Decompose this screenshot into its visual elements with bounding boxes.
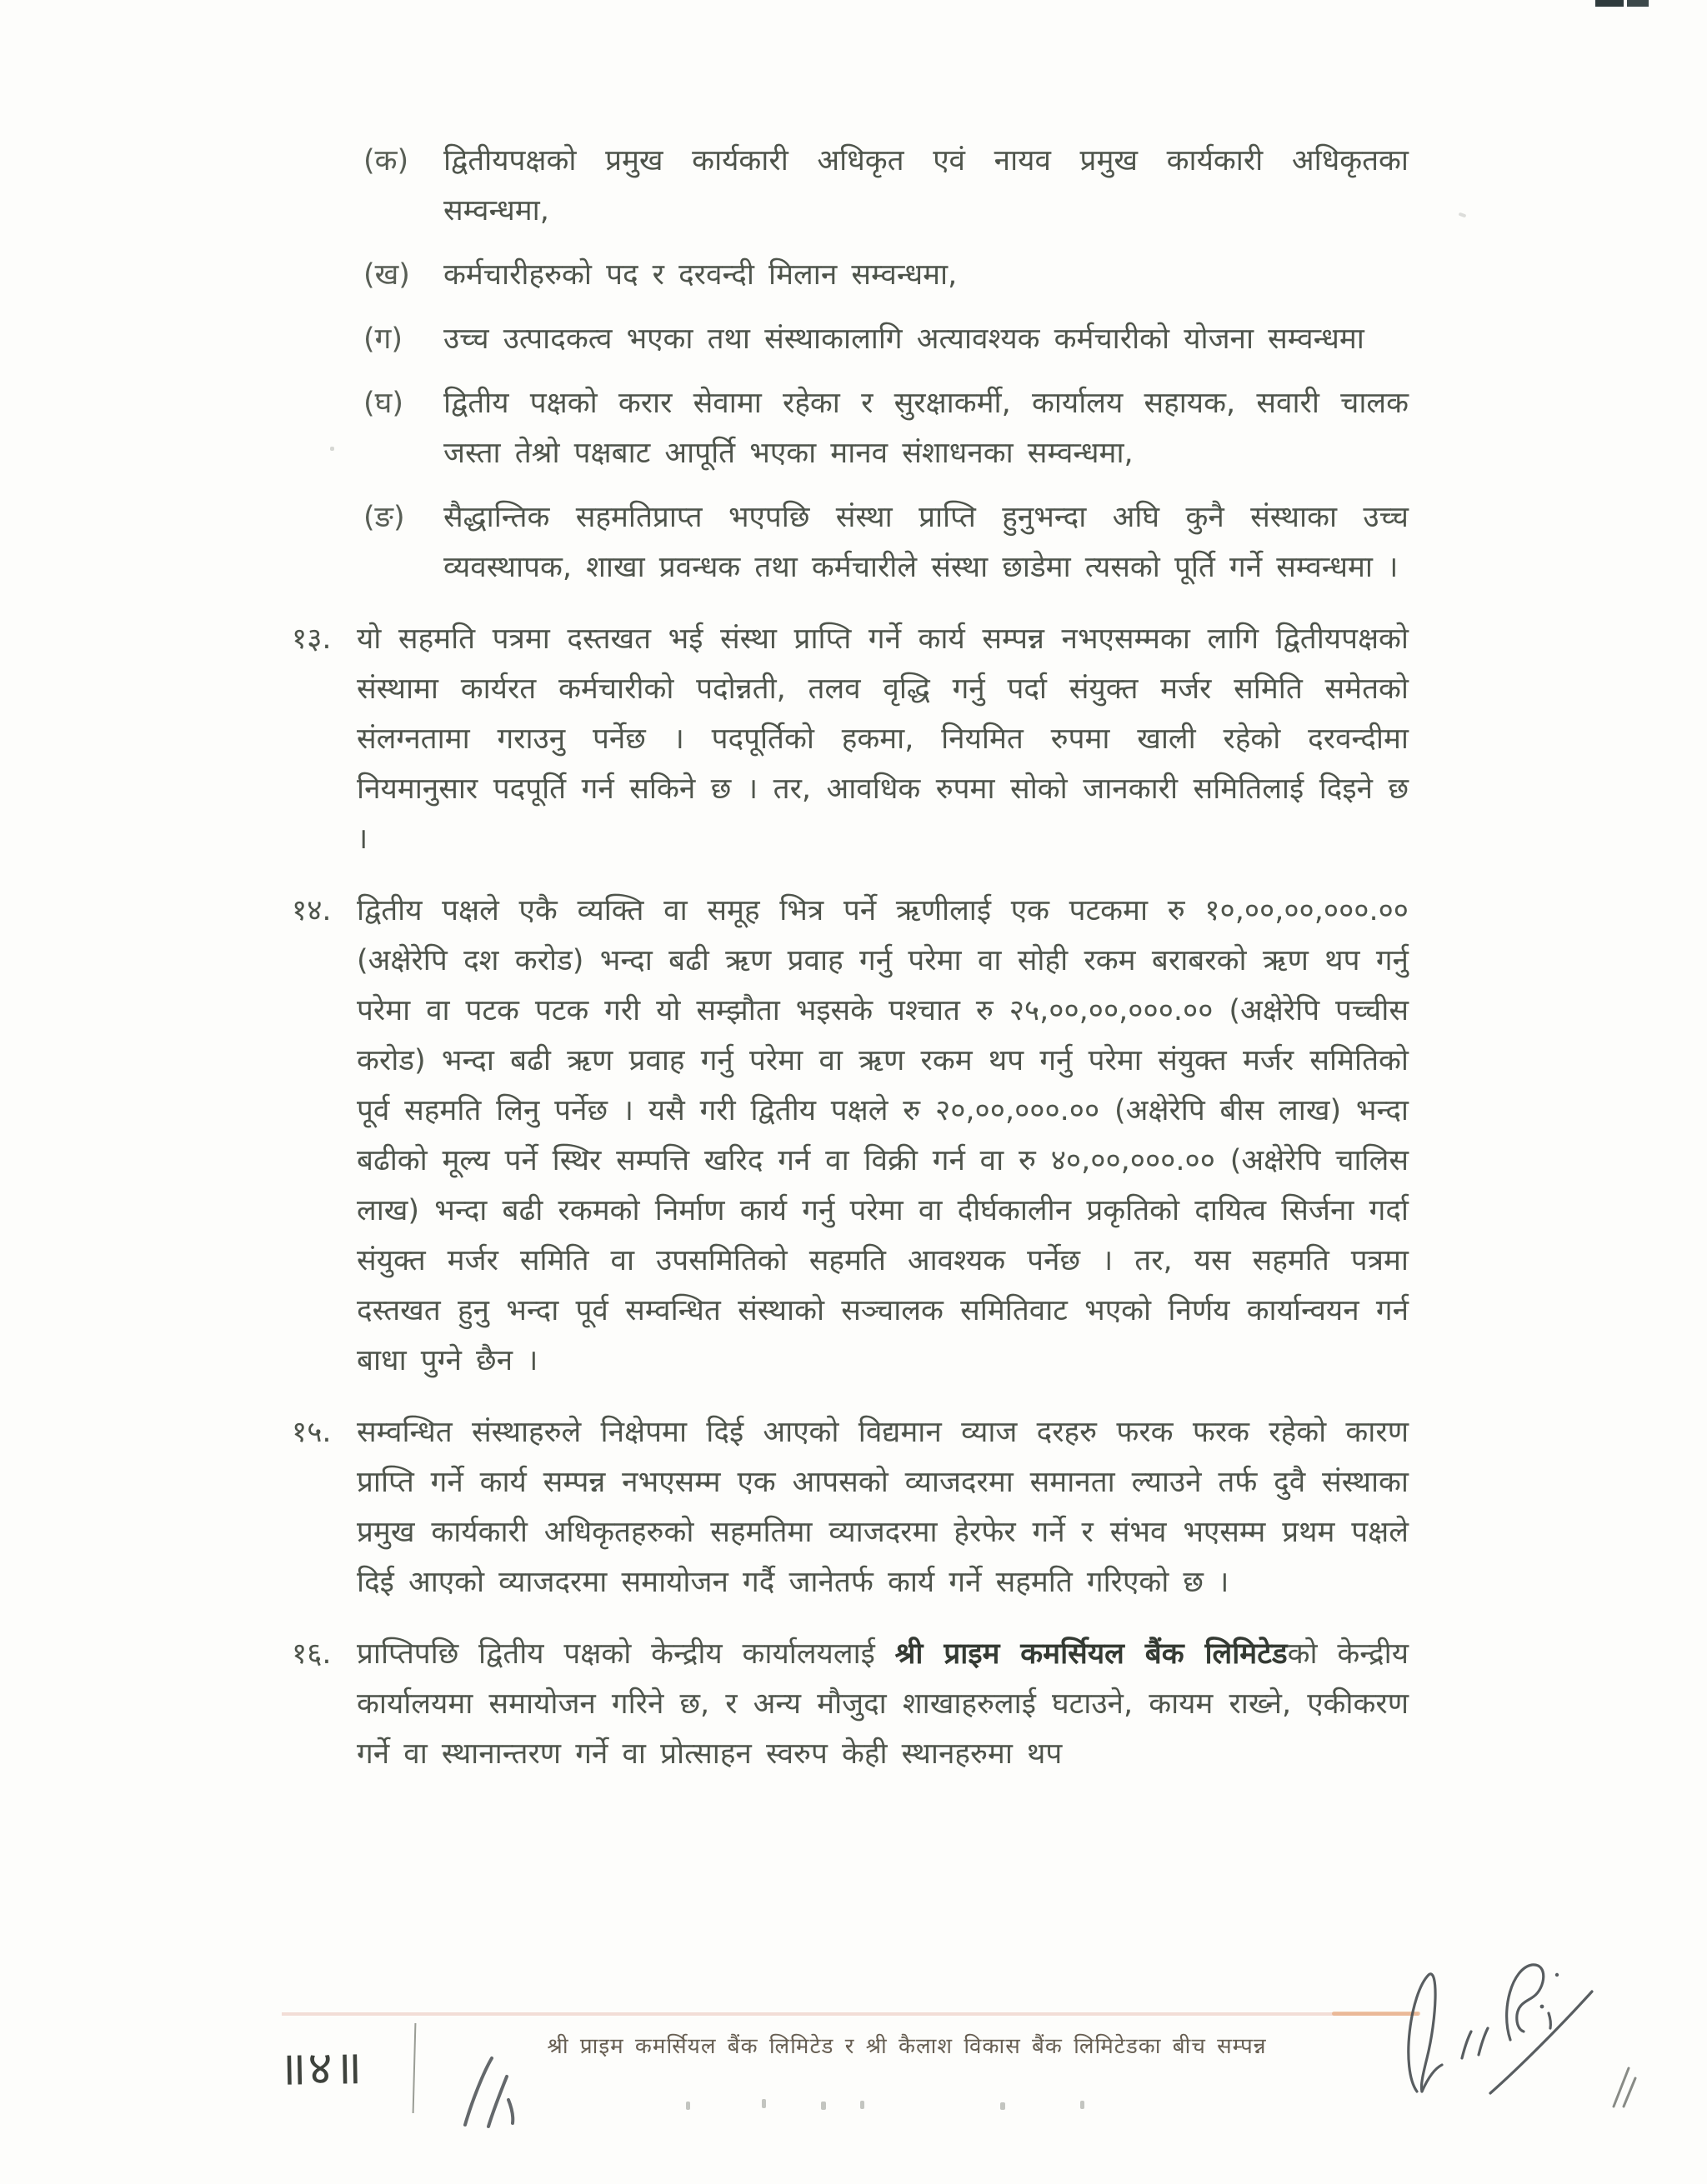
sub-clause-label: (ग)	[363, 322, 403, 356]
sub-clause-kha	[363, 250, 1409, 300]
clause-15	[292, 1407, 1409, 1607]
sub-clause-gha	[363, 378, 1409, 478]
signature-mark	[1385, 1960, 1610, 2102]
sub-clause-text: कर्मचारीहरुको पद र दरवन्दी मिलान सम्वन्धमा,	[443, 258, 958, 292]
clause-text: द्वितीय पक्षले एकै व्यक्ति वा समूह भित्र पर्ने ऋणीलाई एक पटकमा रु १०,००,००,०००.०० (अक्षेरेपि दश करोड) भन्दा बढी ऋण प्रवाह गर्नु परेमा वा सोही रकम बराबरको ऋण थप गर्नु परेमा वा पटक पटक गरी यो सम्झौता भइसके पश्चात रु २५,००,००,०००.०० (अक्षेरेपि पच्चीस करोड) भन्दा बढी ऋण प्रवाह गर्नु परेमा वा ऋण रकम थप गर्नु परेमा संयुक्त मर्जर समितिको पूर्व सहमति लिनु पर्नेछ । यसै गरी द्वितीय पक्षले रु २०,००,०००.०० (अक्षेरेपि बीस लाख) भन्दा बढीको मूल्य पर्ने स्थिर सम्पत्ति खरिद गर्न वा विक्री गर्न वा रु ४०,००,०००.०० (अक्षेरेपि चालिस लाख) भन्दा बढी रकमको निर्माण कार्य गर्नु परेमा वा दीर्घकालीन प्रकृतिको दायित्व सिर्जना गर्दा संयुक्त मर्जर समिति वा उपसमितिको सहमति आवश्यक पर्नेछ । तर, यस सहमति पत्रमा दस्तखत हुनु भन्दा पूर्व सम्वन्धित संस्थाको सञ्चालक समितिवाट भएको निर्णय कार्यान्वयन गर्न बाधा पुग्ने छैन ।	[357, 894, 1409, 1377]
sub-clause-text: द्वितीय पक्षको करार सेवामा रहेका र सुरक्षाकर्मी, कार्यालय सहायक, सवारी चालक जस्ता तेश्रो पक्षबाट आपूर्ति भएका मानव संशाधनका सम्वन्धमा,	[443, 387, 1409, 470]
sub-clause-label: (ख)	[363, 258, 410, 292]
scan-edge-mark	[1595, 0, 1624, 7]
scan-speck	[686, 2102, 690, 2110]
clause-number: १६.	[292, 1637, 332, 1671]
clause-text-segment: को केन्द्रीय कार्यालयमा समायोजन गरिने छ, र अन्य मौजुदा शाखाहरुलाई घटाउने, कायम राख्ने, एकीकरण गर्ने वा स्थानान्तरण गर्ने वा प्रोत्साहन स्वरुप केही स्थानहरुमा थप	[357, 1637, 1409, 1771]
clause-text: यो सहमति पत्रमा दस्तखत भई संस्था प्राप्ति गर्ने कार्य सम्पन्न नभएसम्मका लागि द्वितीयपक्षको संस्थामा कार्यरत कर्मचारीको पदोन्नती, तलव वृद्धि गर्नु पर्दा संयुक्त मर्जर समिति समेतको संलग्नतामा गराउनु पर्नेछ । पदपूर्तिको हकमा, नियमित रुपमा खाली रहेको दरवन्दीमा नियमानुसार पदपूर्ति गर्न सकिने छ । तर, आवधिक रुपमा सोको जानकारी समितिलाई दिइने छ ।	[357, 622, 1409, 856]
handwritten-mark	[447, 2052, 547, 2131]
scan-speck	[1080, 2101, 1084, 2109]
scan-speck	[1459, 212, 1467, 218]
scan-slash-mark	[1607, 2060, 1640, 2110]
sub-clause-label: (घ)	[363, 387, 403, 420]
scan-speck	[860, 2101, 864, 2109]
clause-16	[292, 1629, 1409, 1779]
clause-14	[292, 886, 1409, 1386]
clause-text	[357, 1629, 1409, 1779]
sub-clause-ga	[363, 314, 1409, 364]
sub-clause-list	[292, 136, 1409, 592]
scan-speck	[821, 2102, 826, 2110]
sub-clause-text: द्वितीयपक्षको प्रमुख कार्यकारी अधिकृत एवं नायव प्रमुख कार्यकारी अधिकृतका सम्वन्धमा,	[443, 144, 1409, 227]
page-number-marker: ॥४॥	[278, 2041, 364, 2097]
clause-text: सम्वन्धित संस्थाहरुले निक्षेपमा दिई आएको विद्यमान व्याज दरहरु फरक फरक रहेको कारण प्राप्ति गर्ने कार्य सम्पन्न नभएसम्म एक आपसको व्याजदरमा समानता ल्याउने तर्फ दुवै संस्थाका प्रमुख कार्यकारी अधिकृतहरुको सहमतिमा व्याजदरमा हेरफेर गर्ने र संभव भएसम्म प्रथम पक्षले दिई आएको व्याजदरमा समायोजन गर्दै जानेतर्फ कार्य गर्ने सहमति गरिएको छ ।	[357, 1416, 1409, 1599]
clause-number: १३.	[292, 622, 332, 656]
sub-clause-text: उच्च उत्पादकत्व भएका तथा संस्थाकालागि अत्यावश्यक कर्मचारीको योजना सम्वन्धमा	[443, 322, 1364, 356]
sub-clause-label: (क)	[363, 144, 409, 177]
clause-text-segment: प्राप्तिपछि द्वितीय पक्षको केन्द्रीय कार्यालयलाई	[357, 1637, 895, 1671]
bank-name-bold: श्री प्राइम कमर्सियल बैंक लिमिटेड	[894, 1637, 1288, 1671]
scan-edge-mark	[1627, 0, 1649, 7]
scan-speck	[762, 2099, 766, 2108]
clause-number: १५.	[292, 1416, 332, 1449]
sub-clause-nga	[363, 492, 1409, 592]
footer-note: श्री प्राइम कमर्सियल बैंक लिमिटेड र श्री कैलाश विकास बैंक लिमिटेडका बीच सम्पन्न	[547, 2034, 1267, 2059]
scan-streak	[282, 2012, 1419, 2016]
clause-number: १४.	[292, 894, 332, 927]
fold-line	[413, 2023, 417, 2113]
clause-13	[292, 614, 1409, 864]
sub-clause-text: सैद्धान्तिक सहमतिप्राप्त भएपछि संस्था प्राप्ति हुनुभन्दा अघि कुनै संस्थाका उच्च व्यवस्थापक, शाखा प्रवन्धक तथा कर्मचारीले संस्था छाडेमा त्यसको पूर्ति गर्ने सम्वन्धमा ।	[443, 501, 1409, 584]
document-body	[292, 136, 1409, 1779]
sub-clause-ka	[363, 136, 1409, 236]
scan-speck	[1000, 2102, 1005, 2110]
sub-clause-label: (ङ)	[363, 501, 405, 534]
